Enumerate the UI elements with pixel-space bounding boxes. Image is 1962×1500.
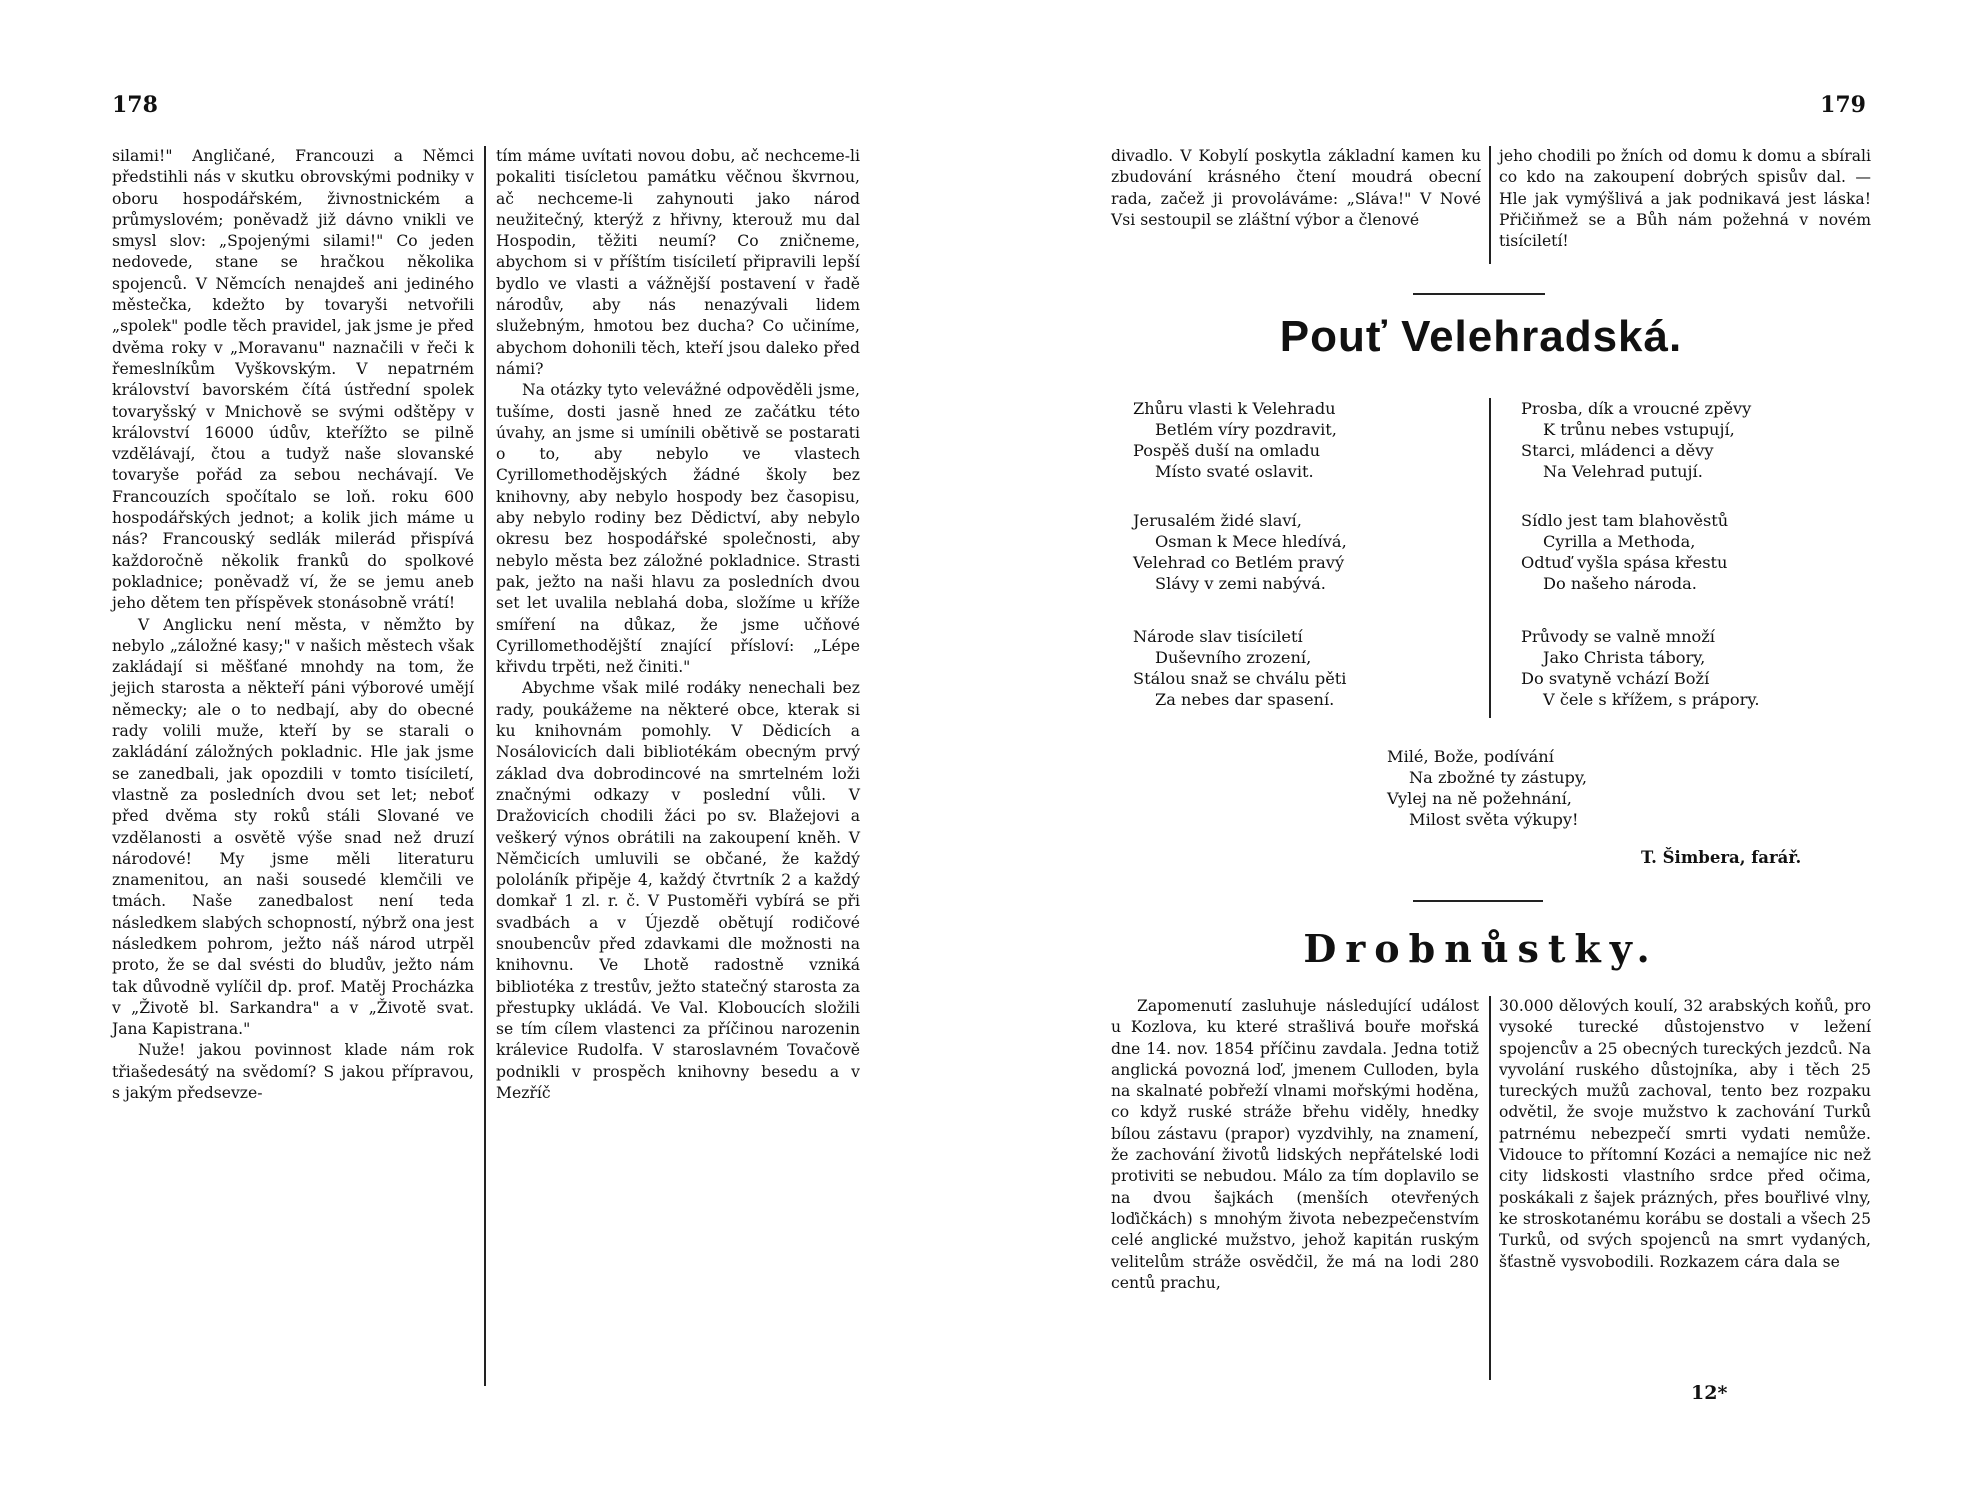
- right-page: [981, 0, 1962, 1500]
- section-title: Drobnůstky.: [1303, 926, 1659, 971]
- right-top-column-1: [1111, 146, 1481, 231]
- poem-line: Cyrilla a Methoda,: [1543, 532, 1696, 551]
- paragraph: 30.000 dělových koulí, 32 arabských koňů, pro vysoké turecké důstojenstvo v ležení spojencův a 25 obecných tureckých jezdců. Na vyvolání ruského důstojníka, aby i těch 25 tureckých mužů zachoval, tento bez rozpaku odvětil, že svoje mužstvo k zachování Turků patrnému nebezpečí smrti vydati nemůže. Vidouce to přítomní Kozáci a nemajíce nic než city lidskosti vlastního srdce před očima, poskákali z šajek prázných, přes bouřlivé vlny, ke stroskotanému korábu se dostali a všech 25 Turků, od svých spojenců na smrt vydaných, šťastně vysvobodili. Rozkazem cára dala se: [1499, 997, 1871, 1271]
- paragraph: Na otázky tyto velevážné odpověděli jsme, tušíme, dosti jasně hned ze začátku této úvahy, an jsme si umínili obětivě se postarati o to, aby nebylo ve vlastech Cyrillomethodějských žádné školy bez knihovny, aby nebylo hospody bez časopisu, aby nebylo rodiny bez Dědictví, aby nebylo okresu bez hospodářské společnosti, aby nebylo města bez záložné pokladnice. Strasti pak, ježto na naši hlavu za posledních dvou set let uvalila neblahá doba, složíme u kříže smíření na důkaz, že jsme učňové Cyrillomethodějští znající přísloví: „Lépe křivdu trpěti, než činiti.": [496, 381, 860, 677]
- poem-line: Betlém víry pozdravit,: [1155, 420, 1337, 439]
- poem-line: Do našeho národa.: [1543, 574, 1697, 593]
- paragraph: Abychme však milé rodáky nenechali bez rady, poukážeme na některé obce, kterak si ku knihovnám pomohly. V Dědicích a Nosálovicích dali bibliotékám obecným prvý základ dva dobrodincové na smrtelném loži značnými odkazy v poslední vůli. V Dražovicích chodili žáci po sv. Blažejovi a veškerý výnos obrátili na zakoupení kněh. V Němčicích umluvili se občané, že každý pololáník připěje 4, každý čtvrtník 2 a každý domkař 1 zl. r. č. V Pustoměři vybírá se při svadbách a v Újezdě obětují rodičové snoubencův před zdavkami dle možnosti na knihovnu. Ve Lhotě radostně vzniká bibliotéka z trestův, ježto statečný starosta za přestupky ukládá. Ve Val. Kloboucích složili se tím cílem vlastenci za příčinou narozenin králevice Rudolfa. V staroslavném Tovačově podnikli v prospěch knihovny besedu a v Mezříč: [496, 679, 860, 1103]
- poem-line: Jerusalém židé slaví,: [1133, 511, 1302, 530]
- poem-line: V čele s křížem, s prápory.: [1543, 690, 1760, 709]
- poem-divider: [1489, 398, 1491, 718]
- poem-line: Na zbožné ty zástupy,: [1409, 768, 1587, 787]
- poem-stanza: [1521, 626, 1760, 710]
- poem-signature: T. Šimbera, farář.: [1641, 848, 1802, 867]
- paragraph: silami!" Angličané, Francouzi a Němci předstihli nás v skutku obrovskými podniky v oboru hospodářském, živnostnickém a průmyslovém; poněvadž již dávno vnikli ve smysl slov: „Spojenými silami!" Co jeden nedovede, stane se hračkou několika spojenců. V Němcích nenajdeš ani jediného městečka, kdežto by tovaryši netvořili „spolek" podle těch pravidel, jak jsme je před dvěma roky v „Moravanu" naznačili v řeči k řemeslníkům Vyškovským. V nepatrném království bavorském čítá ústřední spolek tovaryšský v Mnichově se svými odštěpy v království 16000 údův, kteřížto se pilně vzdělávají, čtou a tudyž naše slovanské tovaryše pořád za sebou nechávají. Ve Francouzích spočítalo se loň. roku 600 hospodářských jednot; a kolik jich máme u nás? Francouský sedlák milerád přispívá každoročně několik franků do spolkové pokladnice; poněvadž ví, že se jemu aneb jeho dětem ten příspěvek stonásobně vrátí!: [112, 147, 474, 613]
- paragraph: Nuže! jakou povinnost klade nám rok třiašedesátý na svědomí? S jakou přípravou, s jakým předsevze-: [112, 1041, 474, 1103]
- poem-line: Do svatyně vchází Boží: [1521, 669, 1710, 688]
- poem-line: Sídlo jest tam blahověstů: [1521, 511, 1729, 530]
- section-rule: [1413, 900, 1543, 902]
- poem-line: Osman k Mece hledívá,: [1155, 532, 1347, 551]
- left-column-1: [112, 146, 474, 1104]
- paragraph: tím máme uvítati novou dobu, ač nechceme-li pokaliti tisícletou památku věčnou škvrnou, ač nechceme-li zahynouti jako národ neužitečný, kterýž z hřivny, kterouž mu dal Hospodin, těžiti neumí? Co zničneme, abychom si v příštím tisíciletí připravili lepší bydlo ve vlasti a vážnější postavení v řadě národův, aby nás nenazývali lidem služebným, hmotou bez ducha? Co učiníme, abychom dohonili těch, kteří jsou daleko před námi?: [496, 147, 860, 378]
- poem-line: Stálou snaž se chválu pěti: [1133, 669, 1347, 688]
- poem-stanza: [1521, 510, 1728, 594]
- poem-line: Slávy v zemi nabývá.: [1155, 574, 1326, 593]
- column-divider: [1489, 146, 1491, 264]
- page-number-left: 178: [112, 92, 158, 118]
- poem-line: Duševního zrození,: [1155, 648, 1312, 667]
- poem-line: Odtuď vyšla spása křestu: [1521, 553, 1728, 572]
- poem-line: Milost světa výkupy!: [1409, 810, 1579, 829]
- page-number-right: 179: [1820, 92, 1866, 118]
- poem-stanza: [1387, 746, 1587, 830]
- poem-line: Pospěš duší na omladu: [1133, 441, 1321, 460]
- right-bottom-column-2: [1499, 996, 1871, 1273]
- poem-line: Průvody se valně množí: [1521, 627, 1715, 646]
- poem-stanza: [1133, 626, 1347, 710]
- poem-line: Starci, mládenci a děvy: [1521, 441, 1714, 460]
- poem-line: Vylej na ně požehnání,: [1387, 789, 1572, 808]
- poem-line: Prosba, dík a vroucné zpěvy: [1521, 399, 1752, 418]
- poem-stanza: [1521, 398, 1751, 482]
- poem-line: Národe slav tisíciletí: [1133, 627, 1303, 646]
- poem-line: K trůnu nebes vstupují,: [1543, 420, 1735, 439]
- poem-stanza: [1133, 398, 1337, 482]
- column-divider: [484, 146, 486, 1386]
- poem-line: Jako Christa tábory,: [1543, 648, 1706, 667]
- right-bottom-column-1: [1111, 996, 1479, 1294]
- poem-line: Milé, Bože, podívání: [1387, 747, 1554, 766]
- poem-stanza: [1133, 510, 1347, 594]
- paragraph: Zapomenutí zasluhuje následující událost u Kozlova, ku které strašlivá bouře mořská dne 14. nov. 1854 příčinu zavdala. Jedna totiž anglická povozná loď, jmenem Culloden, byla na skalnaté pobřeží vlnami mořskými hoděna, co když ruské stráže břehu viděly, hnedky bílou zástavu (prapor) vyzdvihly, na znamení, že zachování životů lidských nepřátelské lodi protiviti se nebudou. Málo za tím doplavilo se na dvou šajkách (menších otevřených loďičkách) s mnohým života nebezpečenstvím celé anglické mužstvo, jehož kapitán ruským velitelům stráže osvědčil, že má na lodi 280 centů prachu,: [1111, 997, 1479, 1292]
- paragraph: jeho chodili po žních od domu k domu a sbírali co kdo na zakoupení dobrých spisův dal. — Hle jak vymýšlivá a jak podnikavá jest láska! Přičiňmež se a Bůh nám požehná v novém tisíciletí!: [1499, 147, 1871, 251]
- poem-line: Místo svaté oslavit.: [1155, 462, 1314, 481]
- poem-title: Pouť Velehradská.: [1279, 312, 1683, 361]
- section-rule: [1413, 293, 1545, 295]
- poem-line: Zhůru vlasti k Velehradu: [1133, 399, 1336, 418]
- poem-line: Za nebes dar spasení.: [1155, 690, 1335, 709]
- poem-line: Velehrad co Betlém pravý: [1133, 553, 1345, 572]
- poem-line: Na Velehrad putují.: [1543, 462, 1703, 481]
- left-column-2: [496, 146, 860, 1104]
- paragraph: V Anglicku není města, v němžto by nebylo „záložné kasy;" v našich městech však zakládají si měšťané mnohdy na tom, že jejich starosta a někteří páni výborové umějí německy; ale o to nedbají, aby do obecné rady volili muže, kteří by se starali o zakládání záložných pokladnic. Hle jak jsme se zanedbali, jak opozdili v tomto tisíciletí, vlastně za posledních dvou set let; neboť před dvěma sty roků stáli Slované ve vzdělanosti a osvětě výše snad než druzí národové! My jsme měli literaturu znamenitou, an naši sousedé klemčili ve tmách. Naše zanedbalost není teda následkem slabých schopností, nýbrž ona jest následkem pohrom, ježto náš národ utrpěl proto, že se dal svésti do bludův, ježto nám tak důvodně vylíčil dp. prof. Matěj Procházka v „Životě bl. Sarkandra" a v „Životě svat. Jana Kapistrana.": [112, 615, 474, 1039]
- signature-mark: 12*: [1691, 1382, 1728, 1404]
- right-top-column-2: [1499, 146, 1871, 252]
- paragraph: divadlo. V Kobylí poskytla základní kamen ku zbudování krásného čtení moudrá obecní rada, začež ji provoláváme: „Sláva!" V Nové Vsi sestoupil se zláštní výbor a členové: [1111, 147, 1481, 229]
- column-divider: [1489, 996, 1491, 1380]
